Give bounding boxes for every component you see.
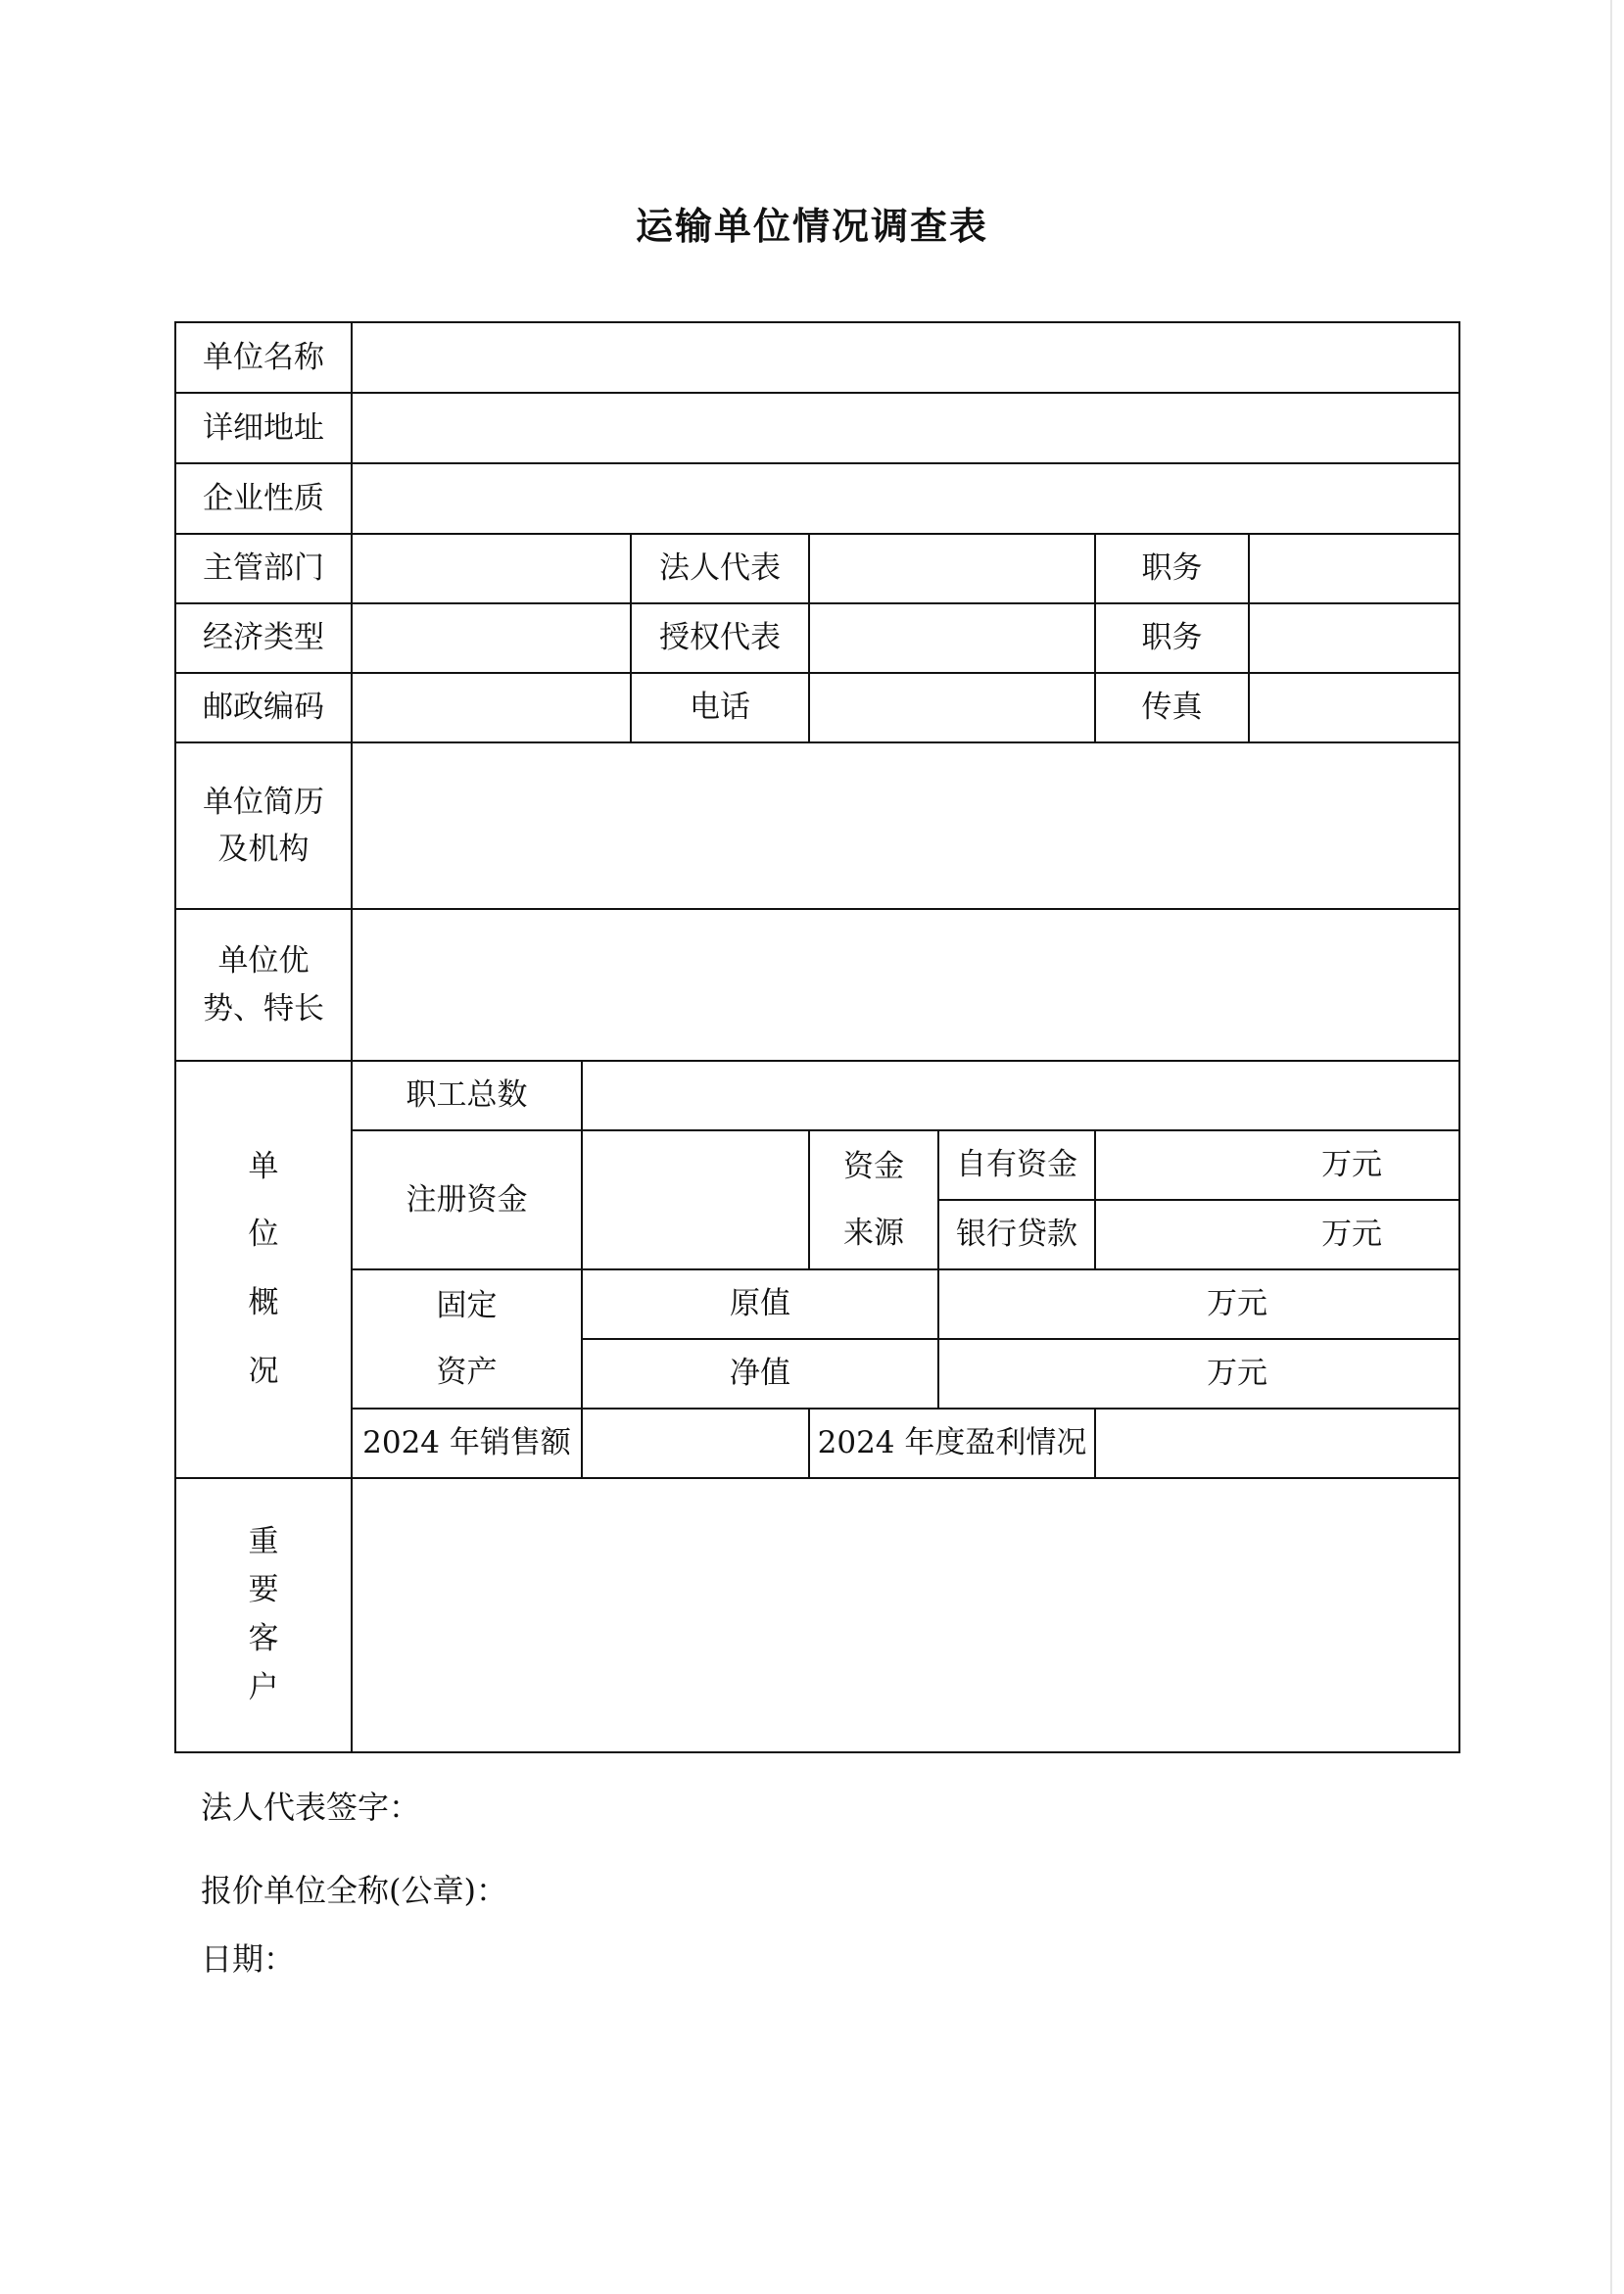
- bank-loan-unit: 万元: [1321, 1217, 1383, 1253]
- auth-rep-label: 授权代表: [631, 603, 809, 673]
- auth-rep-position-field[interactable]: [1249, 603, 1459, 673]
- net-value-unit: 万元: [1207, 1356, 1268, 1392]
- profit-field[interactable]: [1095, 1409, 1459, 1478]
- date-line: 日期：: [201, 1940, 296, 1978]
- advantage-label-line1: 单位优: [217, 943, 310, 980]
- reg-capital-field[interactable]: [582, 1130, 809, 1269]
- economy-type-field[interactable]: [352, 603, 631, 673]
- sales-label: 2024 年销售额: [352, 1409, 582, 1478]
- legal-rep-position-field[interactable]: [1249, 534, 1459, 603]
- history-label-line1: 单位简历: [203, 784, 324, 820]
- phone-field[interactable]: [809, 673, 1095, 742]
- fixed-assets-line2: 资产: [436, 1355, 498, 1390]
- row-postcode: [175, 673, 1459, 742]
- unit-full-name-line: 报价单位全称(公章)：: [201, 1872, 507, 1909]
- bank-loan-field[interactable]: [1095, 1200, 1459, 1269]
- row-sales-profit: [175, 1409, 1459, 1478]
- row-address: [175, 393, 1459, 463]
- row-economy-type: [175, 603, 1459, 673]
- fixed-assets-label: [352, 1269, 582, 1409]
- row-fixed-assets-original: [175, 1269, 1459, 1339]
- fund-source-line1: 资金: [843, 1148, 904, 1184]
- staff-label: 职工总数: [352, 1061, 582, 1130]
- survey-form-table: [174, 321, 1460, 1753]
- auth-rep-position-label: 职务: [1095, 603, 1249, 673]
- unit-name-label: 单位名称: [175, 322, 352, 393]
- clients-label-text: 重要客户: [248, 1523, 279, 1705]
- fund-source-label: [809, 1130, 938, 1269]
- enterprise-nature-label: 企业性质: [175, 463, 352, 534]
- economy-type-label: 经济类型: [175, 603, 352, 673]
- department-field[interactable]: [352, 534, 631, 603]
- overview-label-text: 单位概况: [248, 1148, 279, 1389]
- sales-field[interactable]: [582, 1409, 809, 1478]
- staff-field[interactable]: [582, 1061, 1459, 1130]
- document-title: 运输单位情况调查表: [635, 205, 988, 248]
- row-unit-name: [175, 322, 1459, 393]
- reg-capital-label: 注册资金: [352, 1130, 582, 1269]
- postcode-label: 邮政编码: [175, 673, 352, 742]
- clients-field[interactable]: [352, 1478, 1459, 1752]
- address-field[interactable]: [352, 393, 1459, 463]
- original-value-label: 原值: [582, 1269, 938, 1339]
- legal-rep-field[interactable]: [809, 534, 1095, 603]
- clients-label: [175, 1478, 352, 1752]
- fixed-assets-line1: 固定: [436, 1287, 498, 1323]
- fax-field[interactable]: [1249, 673, 1459, 742]
- row-history: [175, 742, 1459, 909]
- fund-source-line2: 来源: [843, 1216, 904, 1251]
- net-value-label: 净值: [582, 1339, 938, 1409]
- history-field[interactable]: [352, 742, 1459, 909]
- advantage-label-line2: 势、特长: [203, 990, 324, 1027]
- enterprise-nature-field[interactable]: [352, 463, 1459, 534]
- legal-rep-label: 法人代表: [631, 534, 809, 603]
- own-fund-label: 自有资金: [938, 1130, 1095, 1200]
- row-department: [175, 534, 1459, 603]
- advantage-label: [175, 909, 352, 1061]
- row-enterprise-nature: [175, 463, 1459, 534]
- profit-label: 2024 年度盈利情况: [809, 1409, 1095, 1478]
- history-label: [175, 742, 352, 909]
- row-staff: [175, 1061, 1459, 1130]
- auth-rep-field[interactable]: [809, 603, 1095, 673]
- row-advantage: [175, 909, 1459, 1061]
- signature-line: 法人代表签字：: [201, 1789, 421, 1826]
- original-value-unit: 万元: [1207, 1286, 1268, 1322]
- row-reg-capital-own: [175, 1130, 1459, 1200]
- page-edge: [1610, 0, 1612, 2294]
- legal-rep-position-label: 职务: [1095, 534, 1249, 603]
- unit-name-field[interactable]: [352, 322, 1459, 393]
- fax-label: 传真: [1095, 673, 1249, 742]
- advantage-field[interactable]: [352, 909, 1459, 1061]
- net-value-field[interactable]: [938, 1339, 1459, 1409]
- bank-loan-label: 银行贷款: [938, 1200, 1095, 1269]
- original-value-field[interactable]: [938, 1269, 1459, 1339]
- department-label: 主管部门: [175, 534, 352, 603]
- own-fund-field[interactable]: [1095, 1130, 1459, 1200]
- postcode-field[interactable]: [352, 673, 631, 742]
- phone-label: 电话: [631, 673, 809, 742]
- overview-label: [175, 1061, 352, 1478]
- history-label-line2: 及机构: [217, 832, 310, 867]
- address-label: 详细地址: [175, 393, 352, 463]
- row-clients: [175, 1478, 1459, 1752]
- own-fund-unit: 万元: [1321, 1147, 1383, 1183]
